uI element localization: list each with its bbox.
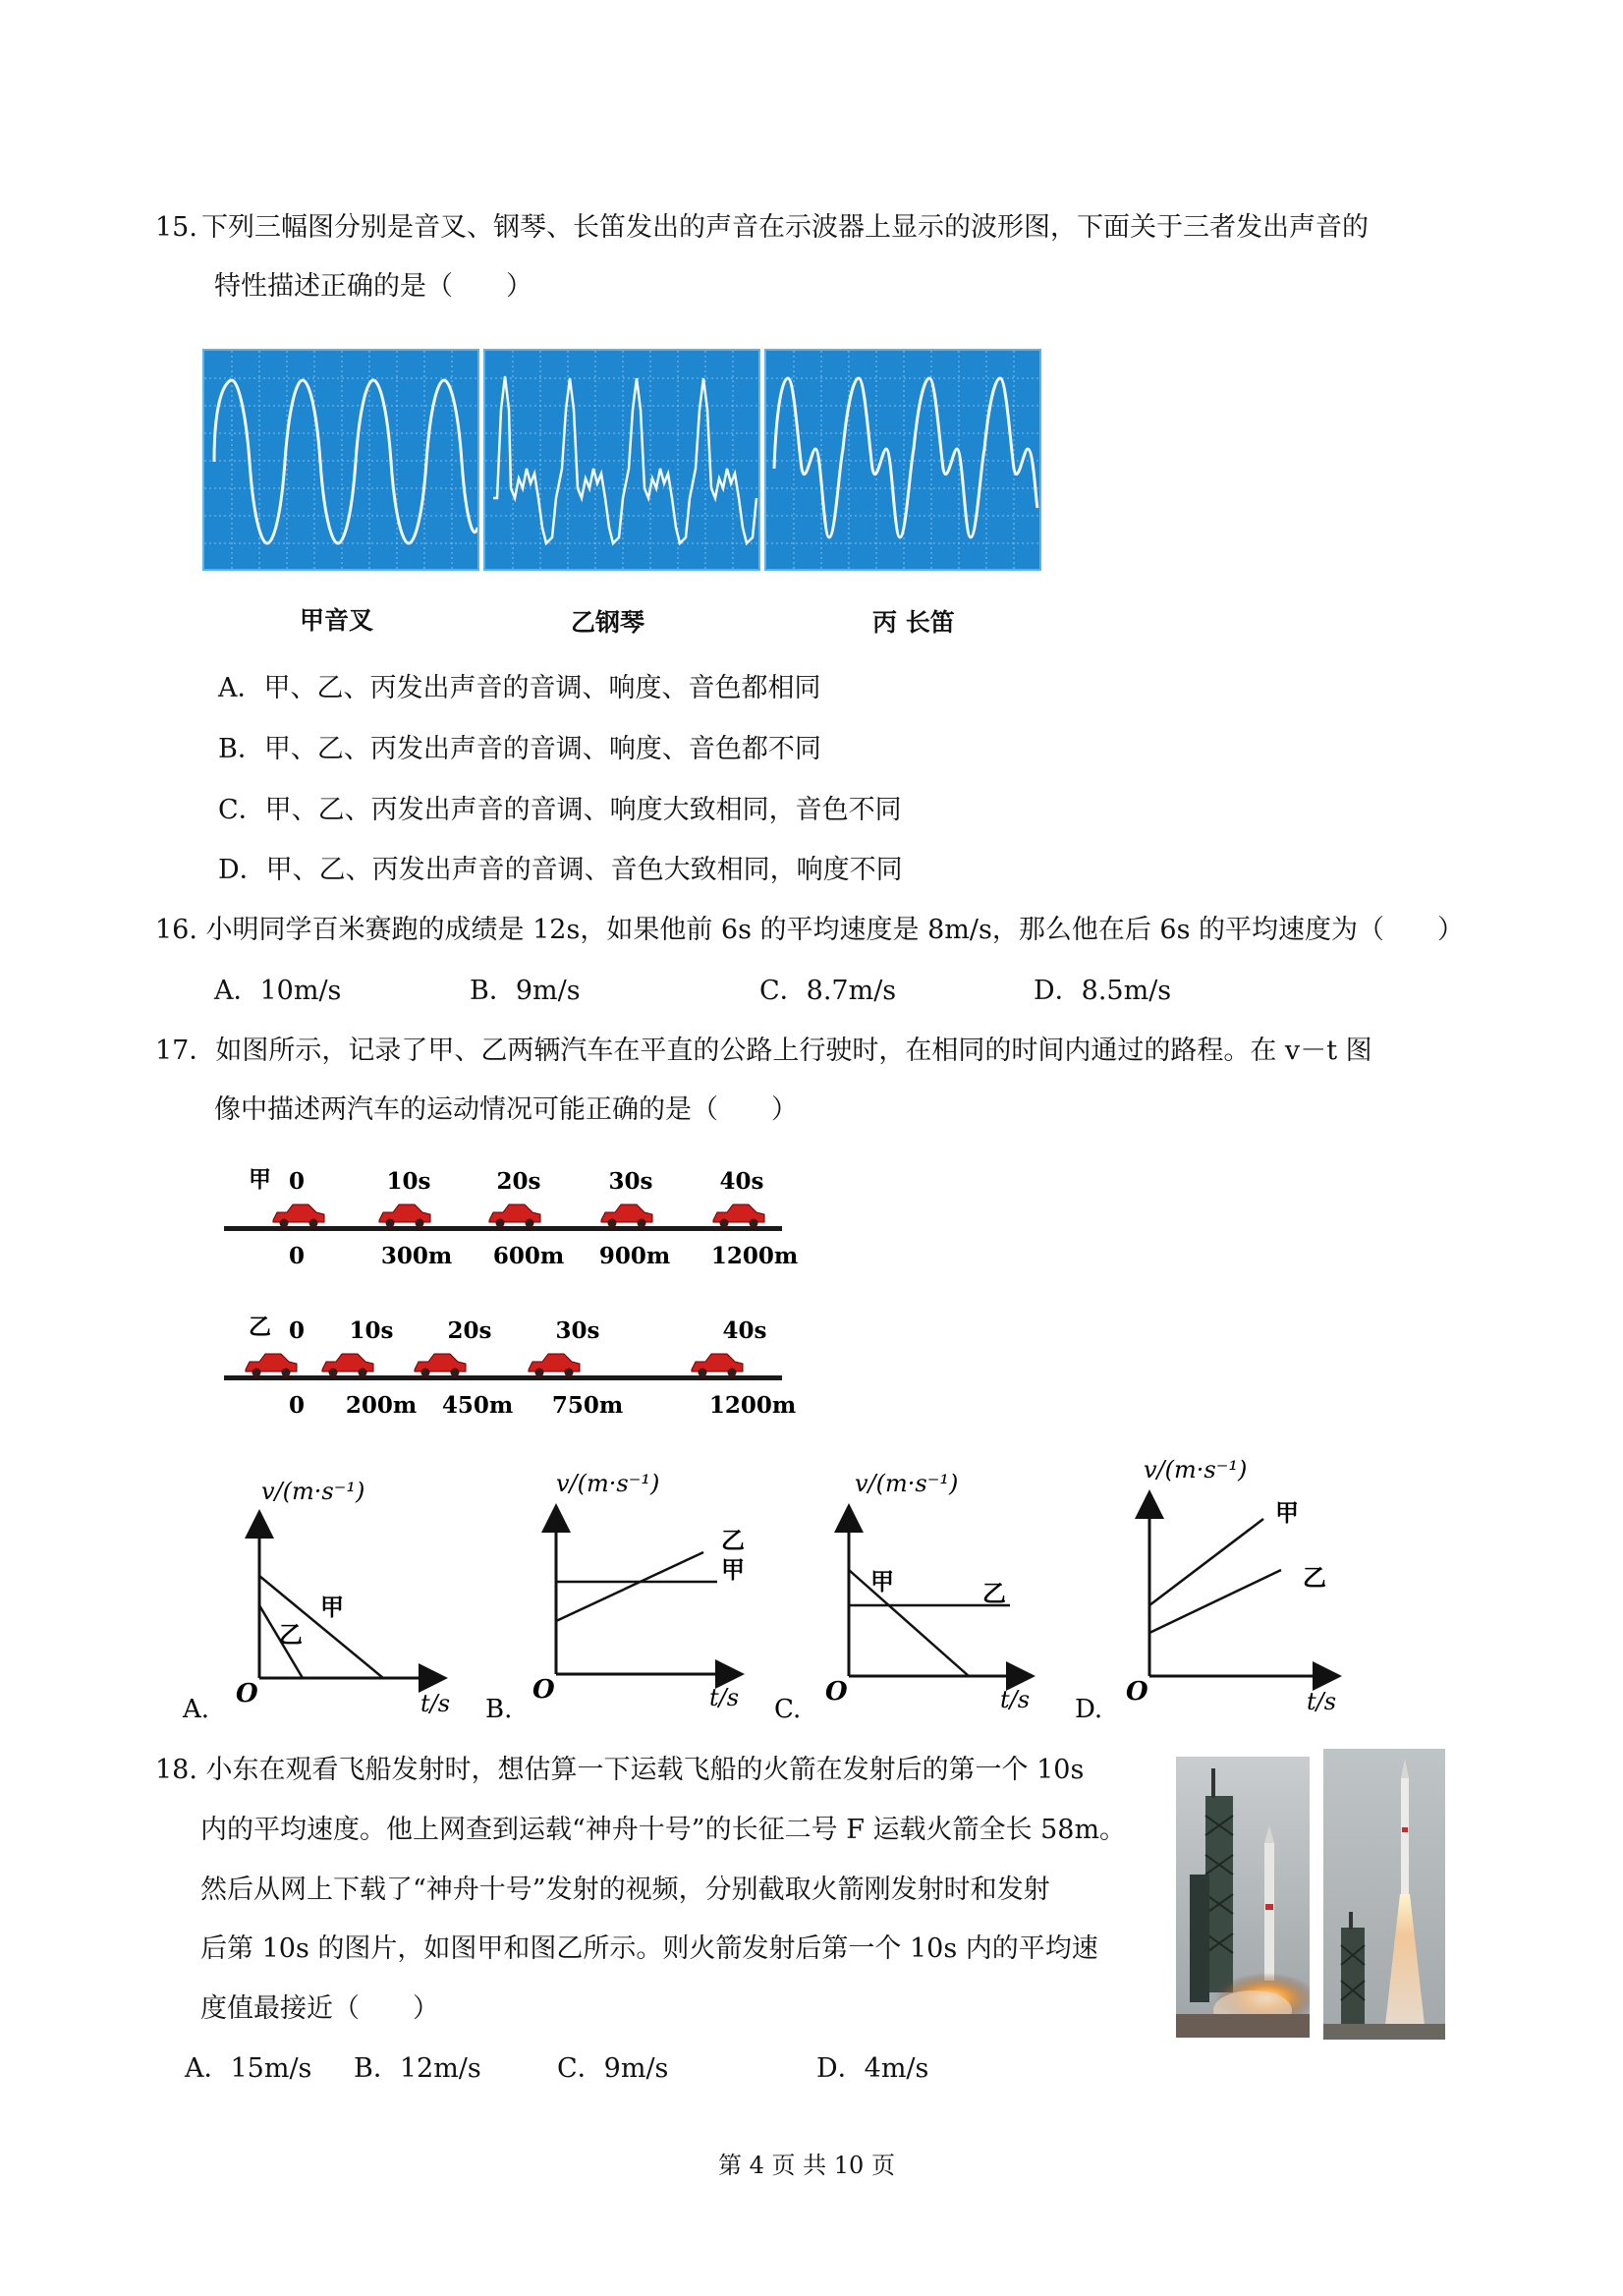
road-yi <box>224 1375 782 1380</box>
graph-b-letter: B. <box>485 1695 513 1719</box>
road-jia-time: 0 <box>288 1168 306 1195</box>
q18-stem-line5: 度值最接近（ ） <box>200 1993 439 2024</box>
graph-d-letter: D. <box>1075 1695 1103 1719</box>
road-jia-time: 20s <box>496 1168 541 1195</box>
q16-option-d: D．8.5m/s <box>1034 976 1172 1006</box>
car-icon <box>489 1204 540 1227</box>
graph-d-xlabel: t/s <box>1307 1688 1337 1715</box>
road-yi-distance: 450m <box>441 1392 514 1419</box>
road-diagram-yi <box>216 1309 806 1427</box>
graph-b-line-yi <box>556 1552 703 1621</box>
q16-stem: 16. 小明同学百米赛跑的成绩是 12s，如果他前 6s 的平均速度是 8m/s，那么他在后 6s 的平均速度为（ ） <box>155 915 1465 945</box>
q18-stem-line4: 后第 10s 的图片，如图甲和图乙所示。则火箭发射后第一个 10s 内的平均速 <box>200 1933 1098 1964</box>
graph-c-origin: O <box>825 1677 848 1707</box>
road-jia-name: 甲 <box>249 1166 271 1193</box>
graph-d-line-yi <box>1149 1570 1281 1633</box>
q16-option-c: C．8.7m/s <box>759 976 897 1006</box>
q15-option-a: A．甲、乙、丙发出声音的音调、响度、音色都相同 <box>218 673 821 703</box>
road-yi-name: 乙 <box>249 1314 271 1340</box>
caption-piano: 乙钢琴 <box>571 608 645 637</box>
road-yi-distance: 750m <box>551 1392 624 1419</box>
road-yi-distance: 0 <box>288 1392 306 1419</box>
car-icon <box>322 1354 373 1376</box>
road-jia-distance: 600m <box>492 1243 565 1269</box>
graph-a-xlabel: t/s <box>420 1690 451 1717</box>
caption-flute: 丙 长笛 <box>872 608 955 637</box>
road-jia-distance: 1200m <box>710 1243 799 1269</box>
road-jia-distance: 0 <box>288 1243 306 1269</box>
graph-d-label-jia: 甲 <box>1275 1498 1299 1527</box>
road-jia-time: 30s <box>608 1168 653 1195</box>
road-diagram-jia <box>216 1159 806 1277</box>
graph-b-origin: O <box>532 1675 555 1705</box>
q16-option-b: B．9m/s <box>470 976 581 1006</box>
graph-a-label-yi: 乙 <box>279 1620 303 1649</box>
graph-b-xlabel: t/s <box>709 1684 740 1711</box>
road-yi-time: 20s <box>447 1317 492 1344</box>
q18-option-c: C．9m/s <box>557 2053 669 2084</box>
rocket-launch-photo-start <box>1176 1757 1310 2038</box>
graph-d-ylabel: v/(m·s⁻¹) <box>1144 1456 1248 1484</box>
graph-c-label-yi: 乙 <box>982 1579 1006 1607</box>
q17-stem-line2: 像中描述两汽车的运动情况可能正确的是（ ） <box>214 1094 798 1125</box>
graph-b-label-yi: 乙 <box>721 1526 745 1554</box>
car-icon <box>415 1354 466 1376</box>
graph-a-ylabel: v/(m·s⁻¹) <box>261 1478 365 1505</box>
q18-option-b: B．12m/s <box>354 2053 481 2084</box>
graph-c-xlabel: t/s <box>1000 1686 1031 1713</box>
road-yi-distance: 1200m <box>708 1392 797 1419</box>
waveform-piano <box>485 351 760 571</box>
graph-a-origin: O <box>236 1679 258 1708</box>
car-icon <box>601 1204 652 1227</box>
car-icon <box>379 1204 430 1227</box>
q15-option-c: C．甲、乙、丙发出声音的音调、响度大致相同，音色不同 <box>218 795 902 825</box>
q18-stem-line2: 内的平均速度。他上网查到运载“神舟十号”的长征二号 F 运载火箭全长 58m。 <box>200 1815 1127 1845</box>
car-icon <box>273 1204 324 1227</box>
graph-b-ylabel: v/(m·s⁻¹) <box>556 1470 660 1497</box>
vt-graph-b <box>481 1454 776 1719</box>
car-icon <box>692 1354 743 1376</box>
q18-stem-line1: 18. 小东在观看飞船发射时，想估算一下运载飞船的火箭在发射后的第一个 10s <box>155 1755 1085 1785</box>
q18-option-a: A．15m/s <box>185 2053 312 2084</box>
road-yi-time: 30s <box>555 1317 600 1344</box>
road-jia-distance: 900m <box>598 1243 671 1269</box>
graph-a-letter: A. <box>183 1695 210 1719</box>
graph-d-line-jia <box>1149 1519 1263 1605</box>
graph-d-label-yi: 乙 <box>1303 1563 1326 1592</box>
car-icon <box>246 1354 297 1376</box>
car-icon <box>529 1354 580 1376</box>
graph-c-label-jia: 甲 <box>870 1567 894 1596</box>
graph-c-ylabel: v/(m·s⁻¹) <box>855 1470 959 1497</box>
q15-option-b: B．甲、乙、丙发出声音的音调、响度、音色都不同 <box>218 734 821 764</box>
graph-a-line-jia <box>259 1576 383 1678</box>
waveform-flute <box>766 351 1041 571</box>
q18-option-d: D．4m/s <box>816 2053 929 2084</box>
oscilloscope-piano <box>483 349 760 571</box>
road-jia <box>224 1226 782 1231</box>
road-yi-time: 10s <box>349 1317 394 1344</box>
q15-option-d: D．甲、乙、丙发出声音的音调、音色大致相同，响度不同 <box>218 855 903 885</box>
car-icon <box>713 1204 764 1227</box>
road-yi-time: 0 <box>288 1317 306 1344</box>
q18-stem-line3: 然后从网上下载了“神舟十号”发射的视频，分别截取火箭刚发射时和发射 <box>200 1875 1050 1905</box>
q16-option-a: A．10m/s <box>214 976 342 1006</box>
page-footer: 第 4 页 共 10 页 <box>718 2152 895 2179</box>
road-yi-time: 40s <box>722 1317 767 1344</box>
road-jia-time: 40s <box>719 1168 764 1195</box>
graph-b-label-jia: 甲 <box>721 1555 745 1584</box>
waveform-tuning-fork <box>204 351 479 571</box>
road-jia-distance: 300m <box>380 1243 453 1269</box>
vt-graph-a <box>177 1454 472 1719</box>
caption-tuning-fork: 甲音叉 <box>300 606 374 635</box>
q17-stem-line1: 17．如图所示，记录了甲、乙两辆汽车在平直的公路上行驶时，在相同的时间内通过的路程。在 v－t 图 <box>155 1036 1372 1066</box>
graph-d-origin: O <box>1126 1677 1148 1707</box>
graph-c-line-jia <box>849 1570 969 1676</box>
oscilloscope-tuning-fork <box>202 349 479 571</box>
q15-number: 15. <box>155 212 197 243</box>
q15-stem-line2: 特性描述正确的是（ ） <box>214 271 532 302</box>
road-yi-distance: 200m <box>345 1392 418 1419</box>
graph-c-letter: C. <box>774 1695 802 1719</box>
vt-graph-c <box>766 1454 1061 1719</box>
q15-stem-line1: 下列三幅图分别是音叉、钢琴、长笛发出的声音在示波器上显示的波形图，下面关于三者发出声音的 <box>201 212 1369 243</box>
road-jia-time: 10s <box>386 1168 431 1195</box>
graph-a-label-jia: 甲 <box>320 1593 344 1621</box>
rocket-launch-photo-10s <box>1323 1749 1445 2040</box>
oscilloscope-flute <box>764 349 1041 571</box>
vt-graph-d <box>1071 1454 1366 1719</box>
